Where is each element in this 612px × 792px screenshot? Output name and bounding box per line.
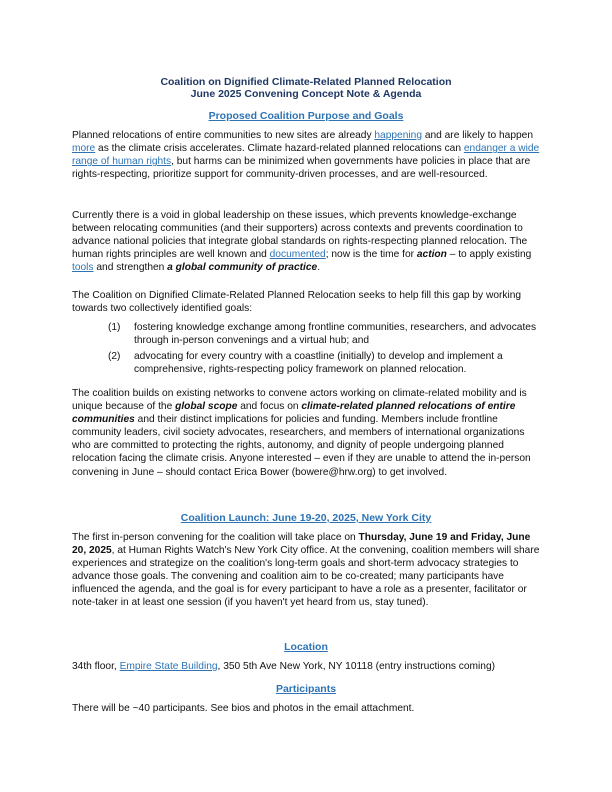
emphasis-global-scope: global scope	[175, 401, 238, 413]
text-run: The coalition builds on existing networks to convene actors working on climate-related mobility and is unique because of the	[72, 388, 527, 413]
link-tools[interactable]: tools	[72, 262, 94, 274]
paragraph-location	[72, 660, 542, 673]
text-run: , 350 5th Ave New York, NY 10118 (entry instructions coming)	[217, 661, 496, 672]
text-run: The first in-person convening for the coalition will take place on	[72, 532, 359, 543]
paragraph-coalition-goals-intro: The Coalition on Dignified Climate-Related Planned Relocation seeks to help fill this gap by working towards two collectively identified goals:	[72, 290, 522, 315]
goal-number: (2)	[108, 351, 121, 363]
heading-coalition-launch: Coalition Launch: June 19-20, 2025, New York City	[180, 512, 432, 524]
text-run: , at Human Rights Watch's New York City office. At the convening, coalition members will share experiences and strategize on the coalition's long-term goals and short-term advocacy strategies to advance those goals. The convening and coalition aim to be co-created; many participants have influenced the agenda, and the goal is for every participant to have a role as a presenter, facilitator or note-taker in at least one session (if you haven't yet heard from us, stay tuned).	[72, 545, 540, 609]
text-run: – to apply existing	[446, 249, 532, 261]
goal-item-2	[108, 350, 542, 376]
goal-item-1	[108, 321, 542, 347]
paragraph-global-leadership-void	[72, 209, 542, 274]
title-line-1: Coalition on Dignified Climate-Related Planned Relocation	[160, 76, 452, 88]
emphasis-action: action	[416, 249, 447, 261]
emphasis-planned-relocations: climate-related planned relocations of entire communities	[72, 401, 516, 426]
heading-participants: Participants	[275, 683, 337, 695]
link-more[interactable]: more	[72, 143, 96, 155]
paragraph-participants: There will be ~40 participants. See bios and photos in the email attachment.	[72, 703, 415, 714]
text-run: , but harms can be minimized when governments have policies in place that are rights-respecting, prioritize support for community-driven processes, and are well-resourced.	[72, 156, 531, 181]
text-run: and their distinct implications for policies and funding. Members include frontline community leaders, civil society advocates, researchers, and members of international organizations who are committed to protecting the rights, autonomy, and dignity of people undergoing planned relocation facing the climate crisis. Anyone interested – even if they are unable to attend the in-person convening in June – should contact Erica Bower (bowere@hrw.org) to get involved.	[72, 414, 531, 478]
heading-location: Location	[284, 641, 328, 653]
emphasis-dates: Thursday, June 19 and Friday, June 20, 2025	[72, 532, 531, 557]
goal-number: (1)	[108, 322, 121, 333]
text-run: Planned relocations of entire communities to new sites are already	[72, 130, 375, 141]
heading-purpose-goals: Proposed Coalition Purpose and Goals	[208, 110, 404, 122]
text-run: as the climate crisis accelerates. Climate hazard-related planned relocations can	[95, 143, 464, 155]
title-line-2: June 2025 Convening Concept Note & Agenda	[190, 88, 422, 100]
goal-text: advocating for every country with a coastline (initially) to develop and implement a comprehensive, rights-respecting policy framework on planned relocation.	[134, 351, 503, 376]
text-run: Currently there is a void in global leadership on these issues, which prevents knowledge-exchange between relocating communities (and their supporters) across contexts and prevents coordination to advance national policies that integrate global standards on rights-respecting planned relocation. The human rights principles are well known and	[72, 210, 528, 261]
text-run: .	[317, 262, 321, 274]
text-run: and strengthen	[93, 262, 168, 274]
link-documented[interactable]: documented	[269, 249, 326, 261]
text-run: 34th floor,	[72, 661, 120, 672]
goal-text: fostering knowledge exchange among frontline communities, researchers, and advocates through in-person convenings and a virtual hub; and	[134, 322, 537, 347]
text-run: ; now is the time for	[325, 249, 417, 261]
emphasis-community-of-practice: a global community of practice	[167, 262, 318, 274]
link-happening[interactable]: happening	[374, 130, 422, 141]
text-run: and focus on	[237, 401, 302, 413]
paragraph-coalition-scope	[72, 387, 542, 479]
text-run: and are likely to happen	[421, 130, 533, 141]
paragraph-planned-relocations	[72, 129, 542, 181]
document-title	[0, 76, 612, 100]
link-endanger-human-rights[interactable]: endanger a wide range of human rights	[72, 143, 540, 168]
link-empire-state-building[interactable]: Empire State Building	[119, 661, 218, 672]
paragraph-first-convening	[72, 531, 542, 610]
goals-list	[108, 321, 542, 379]
